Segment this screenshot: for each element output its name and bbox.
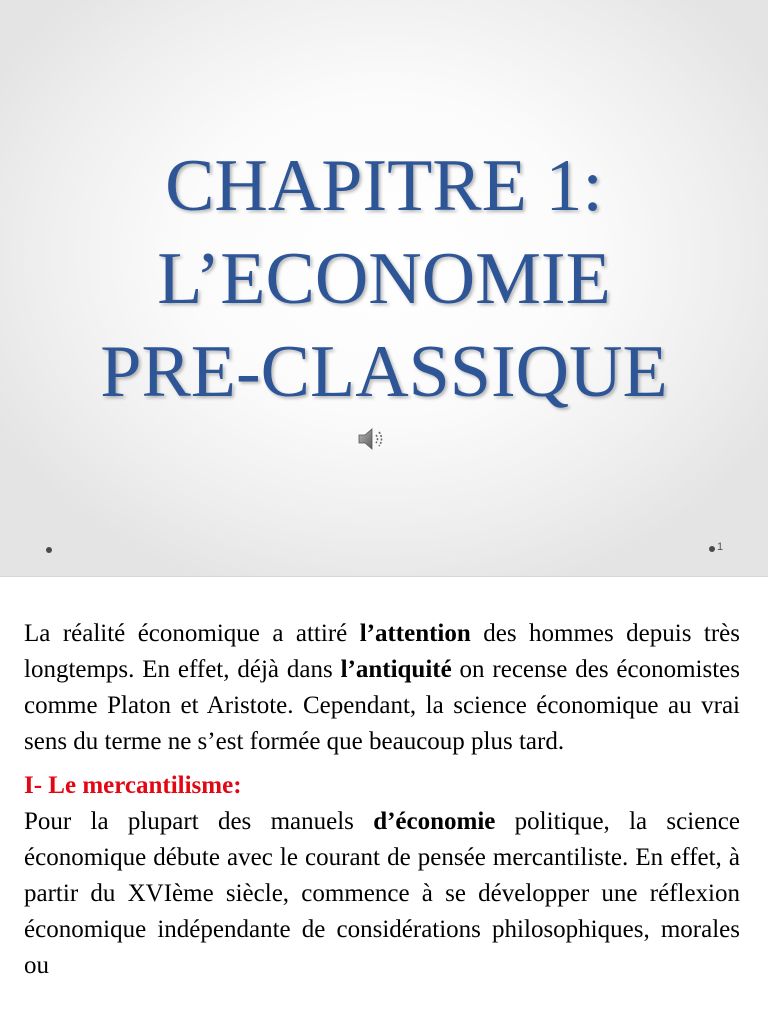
para2-text-1: Pour la plupart des manuels xyxy=(24,808,374,835)
intro-bold-1: l’attention xyxy=(359,620,471,647)
slide-number: 1 xyxy=(717,541,724,553)
section-heading: I- Le mercantilisme: xyxy=(24,772,242,799)
footer-bullet-left xyxy=(46,547,52,553)
intro-text-3: on recense des économistes comme Platon et Aristote. Cependant, la science économique au vrai sens du terme ne s’est formée que beaucoup plus tard. xyxy=(24,656,740,755)
intro-paragraph xyxy=(24,616,740,760)
para2-text-2: politique, la science économique débute avec le courant de pensée mercantiliste. En effet, à partir du XVIème siècle, commence à se développer une réflexion économique indépendante de considérations philosophiques, morales ou xyxy=(24,808,740,979)
footer-bullet-right xyxy=(709,546,715,552)
speaker-icon[interactable] xyxy=(357,425,387,453)
intro-text-2: des hommes depuis très longtemps. En effet, déjà dans xyxy=(24,620,740,683)
para2-bold-1: d’économie xyxy=(373,808,496,835)
body-paragraph xyxy=(24,804,740,984)
text-page xyxy=(24,616,740,984)
title-line-3: PRE-CLASSIQUE xyxy=(100,331,668,413)
title-line-1: CHAPITRE 1: xyxy=(165,145,603,227)
intro-text-1: La réalité économique a attiré xyxy=(24,620,360,647)
slide-title xyxy=(0,140,768,419)
title-line-2: L’ECONOMIE xyxy=(157,238,611,320)
intro-bold-2: l’antiquité xyxy=(340,656,452,683)
